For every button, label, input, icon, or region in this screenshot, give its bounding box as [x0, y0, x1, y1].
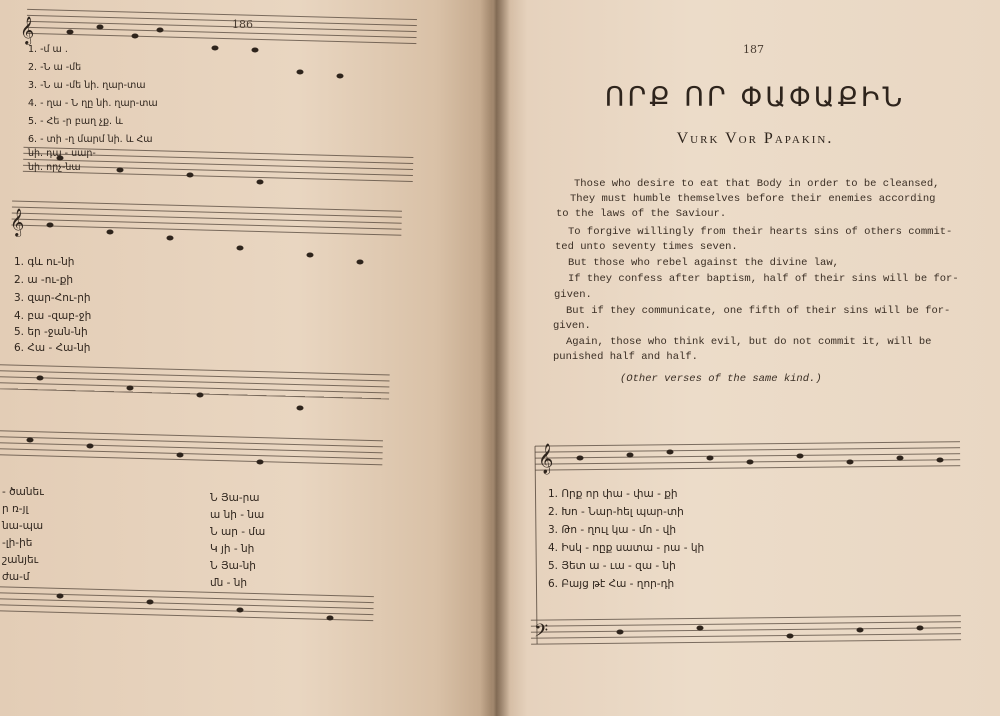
left-lyric-line: շանյեւ: [2, 554, 39, 566]
verse-line: If they confess after baptism, half of their sins will be for-: [568, 273, 959, 285]
left-lyric-line: 3. զար-Հու-րի: [14, 292, 91, 304]
left-lyric-line: ա նի - նա: [210, 509, 265, 521]
left-lyric-line: 3. -Ն ա -մե նի. ղար-տա: [28, 80, 146, 91]
left-lyric-line: 4. բա -զաբ-ջի: [14, 310, 92, 322]
left-lyric-line: Կ յի - նի: [210, 543, 255, 555]
verse-line: Those who desire to eat that Body in order to be cleansed,: [574, 178, 940, 190]
verse-line: But if they communicate, one fifth of their sins will be for-: [566, 305, 951, 317]
staff-5: [0, 431, 383, 465]
song-lyric-line: 5. Յետ ա - ւա - զա - նի: [548, 560, 676, 572]
left-lyric-line: Ն Յա-նի: [210, 560, 256, 572]
left-lyric-line: ր ռ-յլ: [2, 503, 29, 515]
title-latin: Vurk Vor Papakin.: [676, 130, 834, 147]
left-lyric-line: նի. դա - սար-: [28, 148, 96, 159]
left-lyric-line: ժա-մ: [2, 571, 30, 583]
song-lyric-line: 6. Բայց թէ Հա - ղոր-դի: [548, 578, 675, 590]
left-lyric-line: 5. եր -ջան-նի: [14, 326, 88, 338]
left-lyric-line: Ն ար - մա: [210, 526, 266, 538]
right-page-number: 187: [743, 43, 764, 56]
svg-text:𝄞: 𝄞: [538, 444, 554, 474]
staff-4: [0, 365, 390, 399]
verse-line: To forgive willingly from their hearts sins of others commit-: [568, 226, 953, 238]
other-verses-note: (Other verses of the same kind.): [620, 373, 822, 385]
left-lyric-line: 5. - Հե -ր բաղ չք. և: [28, 116, 123, 127]
verse-line: given.: [554, 289, 592, 301]
staff-1: [26, 9, 416, 43]
left-lyric-line: նա-պա: [2, 520, 44, 532]
left-lyric-line: 1. գև ու-նի: [14, 256, 75, 268]
verse-line: ted unto seventy times seven.: [555, 241, 738, 253]
left-lyric-line: 2. -Ն ա -մե: [28, 62, 82, 73]
left-lyric-line: 6. - տի -ղ մարմ նի. և Հա: [28, 134, 153, 145]
verse-line: Again, those who think evil, but do not commit it, will be: [566, 336, 932, 348]
song-lyric-line: 3. Թո - ղուլ կա - մո - վի: [548, 524, 676, 536]
left-lyric-line: - ծանեւ: [2, 486, 44, 498]
verse-line: given.: [553, 320, 591, 332]
verse-line: They must humble themselves before their enemies according: [570, 193, 936, 205]
left-lyric-line: 4. - ղա - Ն ղը նի. ղար-տա: [28, 98, 158, 109]
staff-3: [11, 201, 401, 235]
left-lyric-line: 6. Հա - Հա-նի: [14, 342, 91, 354]
staff-6: [0, 587, 374, 621]
left-page-number: 186: [232, 18, 253, 31]
left-lyric-line: -լի-իե: [2, 537, 33, 549]
svg-text:𝄞: 𝄞: [10, 208, 25, 236]
left-lyric-line: նի. որչ-նա: [28, 162, 81, 173]
song-lyric-line: 4. Իսկ - ոըք սատա - րա - կի: [548, 542, 705, 554]
song-lyric-line: 1. Որք որ փա - փա - քի: [548, 488, 678, 500]
svg-text:𝄞: 𝄞: [20, 16, 35, 44]
verse-line: But those who rebel against the divine law,: [568, 257, 839, 269]
left-lyric-line: մն - նի: [210, 577, 248, 589]
title-armenian: ՈՐՔ ՈՐ ՓԱՓԱՔԻՆ: [604, 82, 906, 113]
song-lyric-line: 2. Խո - Նար-հել պար-տի: [548, 506, 684, 518]
verse-line: punished half and half.: [553, 351, 698, 363]
left-lyric-line: 1. -մ ա .: [28, 44, 68, 55]
verse-line: to the laws of the Saviour.: [556, 208, 727, 220]
svg-text:𝄢: 𝄢: [534, 621, 549, 646]
left-lyric-line: 2. ա -ու-քի: [14, 274, 74, 286]
left-lyric-line: Ն Յա-րա: [210, 492, 260, 504]
